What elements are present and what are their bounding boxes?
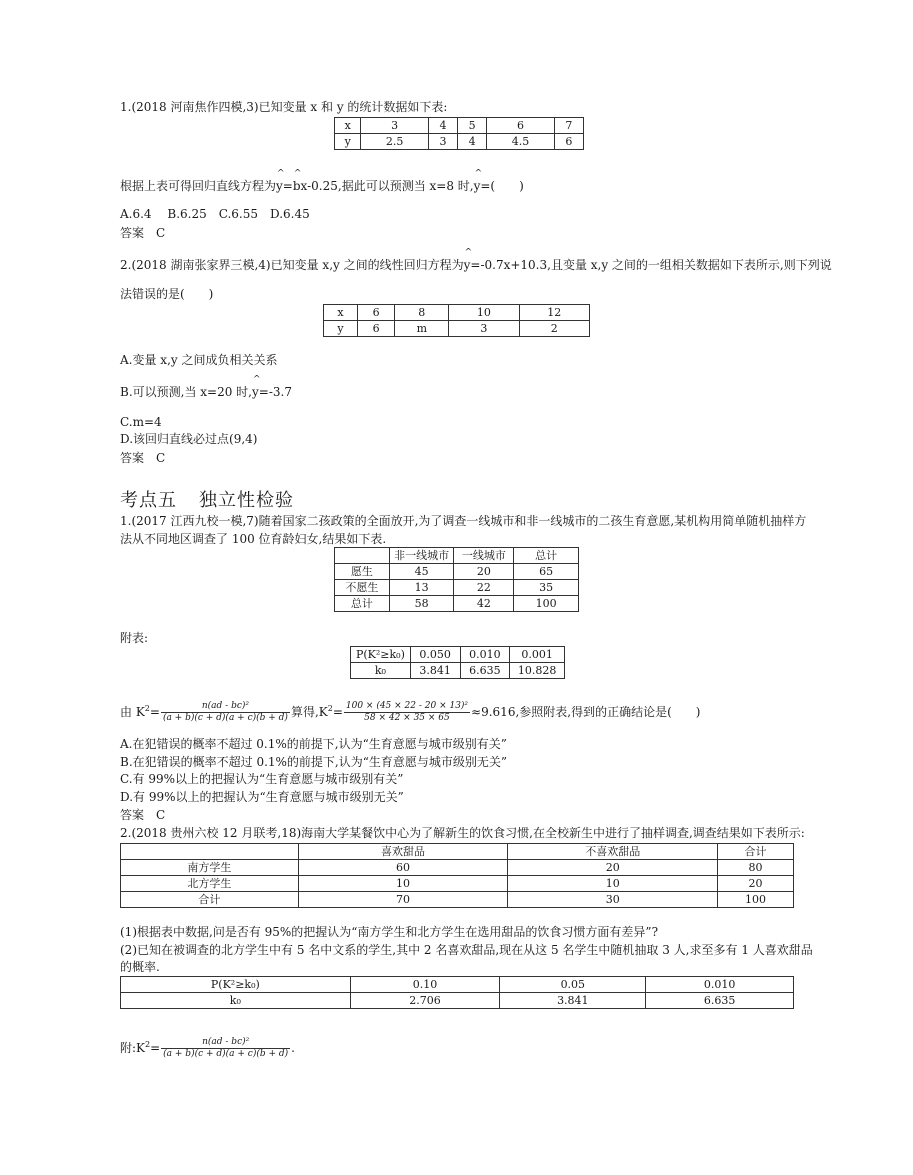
table-cell: 一线城市 [454,548,514,564]
table-cell: 8 [395,305,449,321]
q1-choices: A.6.4 B.6.25 C.6.55 D.6.45 [120,207,310,221]
q4-part-1: (1)根据表中数据,问是否有 95%的把握认为“南方学生和北方学生在选用甜品的饮食习惯方面有差异”? [120,925,659,939]
table-cell [121,844,299,860]
q3-answer: 答案 C [120,808,166,822]
table-cell: 2 [519,321,589,337]
y-hat-symbol: ^ y [276,178,283,194]
table-cell: 6.635 [460,663,510,679]
q1-answer: 答案 C [120,226,166,240]
table-cell: 10 [508,876,718,892]
table-row [324,321,590,337]
k2-formula-fraction: $\frac{\text{n(ad - bc)²}}{(a + b)(c + d)(a + c)(b + d)}$ [163,1037,289,1059]
y-hat-symbol: ^ y [464,257,471,273]
table-cell: 0.05 [500,977,646,993]
table-cell [335,548,390,564]
b-hat-symbol: ^ b [293,178,301,194]
table-cell: 南方学生 [121,860,299,876]
table-cell: 60 [298,860,508,876]
table-row [335,564,579,580]
q2-option-d: D.该回归直线必过点(9,4) [120,432,258,446]
table-cell: 0.010 [646,977,794,993]
table-cell: 10 [449,305,519,321]
q4-critical-value-table [120,976,794,1009]
section-heading [120,486,294,512]
q4-part-2-line-1: (2)已知在被调查的北方学生中有 5 名中文系的学生,其中 2 名喜欢甜品,现在从这 5 名学生中随机抽取 3 人,求至多有 1 人喜欢甜品 [120,943,813,957]
q3-formula-line: 由 $K^2=$ $\frac{\text{n(ad - bc)²}}{(a + b)(c + d)(a + c)(b + d)}$ 算得$,K^2=$ $\frac{\text{100 × (45 × 22 - 20 × 13)²}}{58 \times 42 \times 35 \times 65}$ ≈9.616,参照附表,得到的正确结论是( ) [120,701,701,723]
table-cell: 不喜欢甜品 [508,844,718,860]
table-cell: 35 [514,580,579,596]
table-cell: 0.010 [460,647,510,663]
table-cell: k₀ [121,993,351,1009]
table-cell: 7 [554,118,583,134]
q4-part-2-line-2: 的概率. [120,960,160,974]
table-cell: 3.841 [500,993,646,1009]
table-cell: 6 [357,305,395,321]
table-row [121,876,794,892]
q3-option-d: D.有 99%以上的把握认为“生育意愿与城市级别无关” [120,790,404,804]
table-cell: 65 [514,564,579,580]
q2-option-a: A.变量 x,y 之间成负相关关系 [120,353,278,367]
table-cell: 80 [718,860,794,876]
table-cell: 58 [389,596,454,612]
table-cell: 合计 [718,844,794,860]
table-row [121,844,794,860]
table-cell: 喜欢甜品 [298,844,508,860]
table-cell: 20 [454,564,514,580]
table-row [335,580,579,596]
table-row [324,305,590,321]
table-cell: 3 [361,118,429,134]
table-cell: 20 [718,876,794,892]
q2-line-2: 法错误的是( ) [120,287,214,301]
table-cell: 45 [389,564,454,580]
table-cell: P(K²≥k₀) [121,977,351,993]
table-cell: 合计 [121,892,299,908]
table-cell: x [335,118,361,134]
q4-line-1: 2.(2018 贵州六校 12 月联考,18)海南大学某餐饮中心为了解新生的饮食习惯,在全校新生中进行了抽样调查,调查结果如下表所示: [120,826,805,840]
table-cell: y [335,134,361,150]
q2-line-1: 2.(2018 湖南张家界三模,4)已知变量 x,y 之间的线性回归方程为^ y=-0.7x+10.3,且变量 x,y 之间的一组相关数据如下表所示,则下列说 [120,257,832,273]
q4-formula-line: 附$:K^2=$ $\frac{\text{n(ad - bc)²}}{(a + b)(c + d)(a + c)(b + d)}$ . [120,1037,295,1059]
table-cell: 0.10 [350,977,500,993]
table-cell: 2.706 [350,993,500,1009]
table-cell: 3 [449,321,519,337]
table-cell: 22 [454,580,514,596]
k2-formula-fraction: $\frac{\text{n(ad - bc)²}}{(a + b)(c + d)(a + c)(b + d)}$ [162,701,288,723]
table-row [121,993,794,1009]
table-cell: 非一线城市 [389,548,454,564]
table-cell: 6.635 [646,993,794,1009]
q3-option-b: B.在犯错误的概率不超过 0.1%的前提下,认为“生育意愿与城市级别无关” [120,755,508,769]
table-cell: 13 [389,580,454,596]
section-number: 考点五 [120,490,177,511]
table-row [335,118,584,134]
table-row [335,596,579,612]
table-cell: 42 [454,596,514,612]
q2-answer: 答案 C [120,451,166,465]
k2-value-fraction: $\frac{\text{100 × (45 × 22 - 20 × 13)²}}{58 \times 42 \times 35 \times 65}$ [345,701,469,723]
table-cell: x [324,305,358,321]
table-cell: 20 [508,860,718,876]
table-cell: 100 [514,596,579,612]
q3-option-a: A.在犯错误的概率不超过 0.1%的前提下,认为“生育意愿与城市级别有关” [120,737,507,751]
table-cell: 3.841 [410,663,460,679]
q2-option-b: B.可以预测,当 x=20 时,^ y=-3.7 [120,384,292,400]
table-row [351,647,565,663]
q3-survey-table [334,547,579,612]
q1-intro: 1.(2018 河南焦作四模,3)已知变量 x 和 y 的统计数据如下表: [120,100,448,114]
table-cell: 总计 [335,596,390,612]
table-cell: 总计 [514,548,579,564]
table-cell: 5 [458,118,487,134]
q2-option-c: C.m=4 [120,415,162,429]
q3-line-1: 1.(2017 江西九校一模,7)随着国家二孩政策的全面放开,为了调查一线城市和非一线城市的二孩生育意愿,某机构用简单随机抽样方 [120,514,807,528]
table-cell: 10.828 [510,663,565,679]
table-cell: k₀ [351,663,411,679]
table-row [335,134,584,150]
table-cell: 0.050 [410,647,460,663]
q2-data-table [323,304,590,337]
table-cell: 0.001 [510,647,565,663]
table-row [335,548,579,564]
q3-appendix-label: 附表: [120,631,149,645]
table-cell: 愿生 [335,564,390,580]
table-cell: 4.5 [487,134,555,150]
table-cell: 4 [428,118,457,134]
table-row [351,663,565,679]
table-cell: 3 [428,134,457,150]
q1-data-table [334,117,584,150]
table-cell: m [395,321,449,337]
q4-survey-table [120,843,794,908]
table-cell: 30 [508,892,718,908]
table-cell: 6 [554,134,583,150]
table-cell: 6 [487,118,555,134]
table-cell: P(K²≥k₀) [351,647,411,663]
table-cell: 12 [519,305,589,321]
q3-option-c: C.有 99%以上的把握认为“生育意愿与城市级别有关” [120,772,404,786]
y-hat-symbol: ^ y [474,178,481,194]
table-row [121,892,794,908]
table-row [121,977,794,993]
q3-critical-value-table [350,646,565,679]
table-cell: 4 [458,134,487,150]
table-cell: y [324,321,358,337]
table-row [121,860,794,876]
section-title: 独立性检验 [199,490,294,511]
y-hat-symbol: ^ y [252,384,259,400]
q3-line-2: 法从不同地区调查了 100 位育龄妇女,结果如下表. [120,532,387,546]
table-cell: 北方学生 [121,876,299,892]
table-cell: 不愿生 [335,580,390,596]
table-cell: 10 [298,876,508,892]
table-cell: 2.5 [361,134,429,150]
q1-line: 根据上表可得回归直线方程为^ y=^ bx-0.25,据此可以预测当 x=8 时,^ y=( ) [120,178,524,194]
table-cell: 6 [357,321,395,337]
table-cell: 100 [718,892,794,908]
table-cell: 70 [298,892,508,908]
